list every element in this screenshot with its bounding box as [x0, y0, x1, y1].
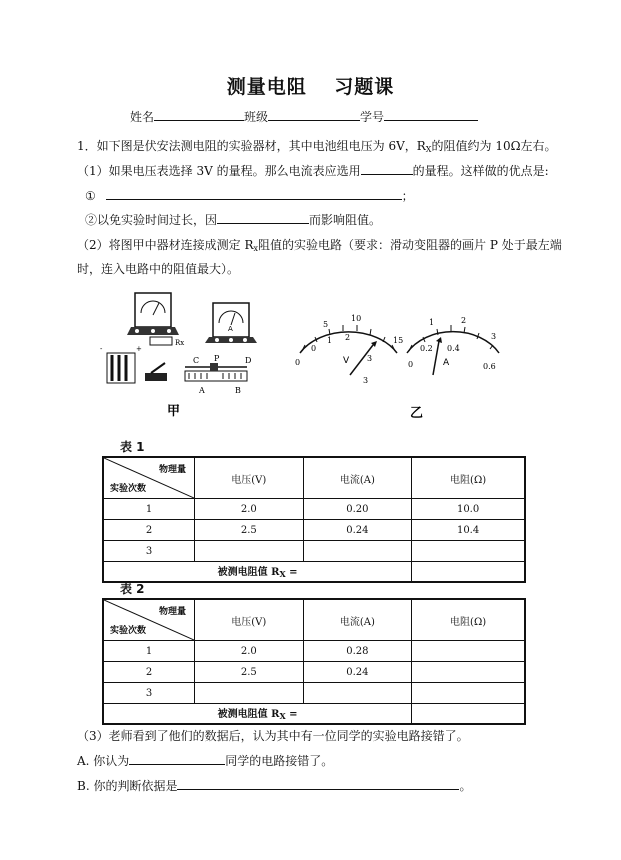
a-tick-3: 3 [491, 332, 497, 341]
table1-caption: 表 1 [120, 440, 145, 454]
table2-footer-text: 被测电阻值 R [217, 709, 280, 721]
figure-label-jia: 甲 [167, 404, 181, 419]
a-tick-0-4: 0.4 [447, 344, 460, 353]
ammeter-device-icon [205, 303, 257, 343]
q1-item1 [85, 187, 414, 204]
table1-row1-voltage: 2.0 [195, 499, 304, 520]
slider-label-d: D [245, 356, 252, 365]
table2-corner-bottom: 实验次数 [110, 626, 147, 636]
q1-part1-text-b: 的量程。这样做的优点是: [412, 164, 549, 178]
table1-footer-end: = [285, 567, 298, 579]
table1-footer-row [103, 562, 525, 582]
table2-row3-resistance[interactable] [412, 683, 525, 704]
table2-row2-n: 2 [103, 662, 195, 683]
advantage-blank[interactable] [106, 187, 402, 200]
table1-row3-current[interactable] [303, 541, 412, 562]
table1-row3-voltage[interactable] [195, 541, 304, 562]
name-label: 姓名 [130, 110, 155, 124]
table1-header-row [103, 457, 525, 499]
q3-a-text-b: 同学的电路接错了。 [225, 754, 334, 768]
table2-footer-row [103, 704, 525, 724]
table2-col-current: 电流(A) [303, 599, 412, 641]
table2-row3-n: 3 [103, 683, 195, 704]
table2-header-row [103, 599, 525, 641]
reason-blank[interactable] [217, 211, 309, 224]
table2 [102, 598, 526, 725]
svg-text:+: + [136, 345, 142, 353]
q1-item2-text-b: 而影响阻值。 [309, 213, 382, 227]
table1-corner-top: 物理量 [158, 465, 186, 475]
ammeter-range-blank[interactable] [361, 162, 413, 175]
table1-row2-resistance: 10.4 [412, 520, 525, 541]
class-label: 班级 [244, 110, 269, 124]
table2-footer-value[interactable] [412, 704, 525, 724]
q3-b-text-b: 。 [459, 779, 472, 793]
q1-part1 [77, 162, 549, 179]
v-tick-2: 2 [345, 333, 351, 342]
q1-part1-text-a: （1）如果电压表选择 3V 的量程。那么电流表应选用 [77, 164, 361, 178]
a-tick-0-6: 0.6 [483, 362, 496, 371]
slider-label-b: B [235, 386, 241, 395]
table-row [103, 662, 525, 683]
v-tick-0: 0 [311, 344, 317, 353]
slider-label-p: P [214, 354, 220, 363]
table-row [103, 520, 525, 541]
q3-b-text-a: B. 你的判断依据是 [77, 779, 178, 793]
svg-text:A: A [228, 325, 233, 333]
resistor-rx-icon [150, 337, 172, 345]
name-blank[interactable] [154, 108, 244, 121]
q1-item1-label: ① [85, 189, 96, 203]
q1-intro-sub: X [425, 145, 432, 154]
q3-part-a [77, 752, 333, 769]
a-tick-0: 0 [408, 360, 414, 369]
table1-col-current: 电流(A) [303, 457, 412, 499]
table1-row2-n: 2 [103, 520, 195, 541]
slider-rheostat-icon [185, 363, 247, 381]
q1-part2-sub: x [253, 244, 259, 253]
student-info-line [130, 108, 478, 125]
table2-row1-current: 0.28 [303, 641, 412, 662]
rx-label: Rx [175, 339, 185, 347]
q1-item1-end: ； [401, 189, 414, 203]
q1-item2 [85, 211, 381, 228]
q1-part2-text-b: 阻值的实验电路（要求：滑动变阻器的画片 P 处于最左端 [258, 238, 562, 252]
table2-footer-sub: X [279, 711, 286, 722]
svg-text:-: - [100, 345, 103, 353]
table2-corner-cell [103, 599, 195, 641]
id-blank[interactable] [384, 108, 478, 121]
table1-row1-resistance: 10.0 [412, 499, 525, 520]
v-tick-1: 1 [327, 336, 333, 345]
table2-caption: 表 2 [120, 582, 145, 596]
table1-footer-text: 被测电阻值 R [217, 567, 280, 579]
voltmeter-label: V [343, 356, 350, 366]
table2-row1-n: 1 [103, 641, 195, 662]
table2-row3-current[interactable] [303, 683, 412, 704]
q1-part2-text-a: （2）将图甲中器材连接成测定 R [77, 238, 254, 252]
basis-blank[interactable] [177, 777, 459, 790]
table1-row1-n: 1 [103, 499, 195, 520]
table1 [102, 456, 526, 583]
battery-icon [100, 345, 142, 383]
table1-corner-cell [103, 457, 195, 499]
id-label: 学号 [360, 110, 385, 124]
voltmeter-device-icon [127, 293, 179, 335]
table2-row2-resistance[interactable] [412, 662, 525, 683]
table2-row1-resistance[interactable] [412, 641, 525, 662]
slider-label-c: C [193, 356, 200, 365]
table1-footer-sub: X [279, 569, 286, 580]
q1-intro-text-a: 1．如下图是伏安法测电阻的实验器材，其中电池组电压为 6V，R [77, 139, 426, 153]
a-tick-1: 1 [429, 318, 435, 327]
switch-icon [145, 363, 167, 381]
class-blank[interactable] [268, 108, 360, 121]
table-row [103, 541, 525, 562]
table2-footer [103, 704, 412, 724]
q3-part-b [77, 777, 471, 794]
table1-row2-current: 0.24 [303, 520, 412, 541]
table2-row2-voltage: 2.5 [195, 662, 304, 683]
table1-row1-current: 0.20 [303, 499, 412, 520]
ammeter-label: A [443, 358, 450, 368]
table-row [103, 499, 525, 520]
table2-col-resistance: 电阻(Ω) [412, 599, 525, 641]
table1-row3-n: 3 [103, 541, 195, 562]
v-tick-0a: 0 [295, 358, 301, 367]
table1-corner-bottom: 实验次数 [110, 484, 147, 494]
table2-row3-voltage[interactable] [195, 683, 304, 704]
v-tick-15: 15 [393, 336, 404, 345]
q1-part2-line2: 时，连入电路中的阻值最大）。 [77, 262, 240, 276]
table1-col-voltage: 电压(V) [195, 457, 304, 499]
table1-col-resistance: 电阻(Ω) [412, 457, 525, 499]
q3-line: （3）老师看到了他们的数据后，认为其中有一位同学的实验电路接错了。 [77, 729, 469, 743]
a-tick-0-2: 0.2 [420, 344, 433, 353]
table1-row2-voltage: 2.5 [195, 520, 304, 541]
table-row [103, 683, 525, 704]
q1-intro [77, 137, 557, 154]
q1-part2-line1 [77, 236, 562, 253]
q1-item2-text-a: ②以免实验时间过长，因 [85, 213, 218, 227]
wrong-student-blank[interactable] [129, 752, 225, 765]
v-tick-3b: 3 [363, 376, 369, 385]
table2-col-voltage: 电压(V) [195, 599, 304, 641]
table2-row2-current: 0.24 [303, 662, 412, 683]
figure-apparatus [95, 285, 515, 430]
table1-footer-value[interactable] [412, 562, 525, 582]
table-row [103, 641, 525, 662]
table2-row1-voltage: 2.0 [195, 641, 304, 662]
figure-label-yi: 乙 [410, 406, 424, 421]
page-title: 测量电阻 习题课 [226, 76, 395, 98]
v-tick-3: 3 [367, 354, 373, 363]
table2-corner-top: 物理量 [158, 607, 186, 617]
a-tick-2: 2 [461, 316, 467, 325]
table1-footer [103, 562, 412, 582]
v-tick-5: 5 [323, 320, 329, 329]
v-tick-10: 10 [351, 314, 362, 323]
table1-row3-resistance[interactable] [412, 541, 525, 562]
slider-label-a: A [199, 386, 205, 395]
q1-intro-text-b: 的阻值约为 10Ω左右。 [431, 139, 557, 153]
table2-footer-end: = [285, 709, 298, 721]
q3-a-text-a: A. 你认为 [77, 754, 130, 768]
